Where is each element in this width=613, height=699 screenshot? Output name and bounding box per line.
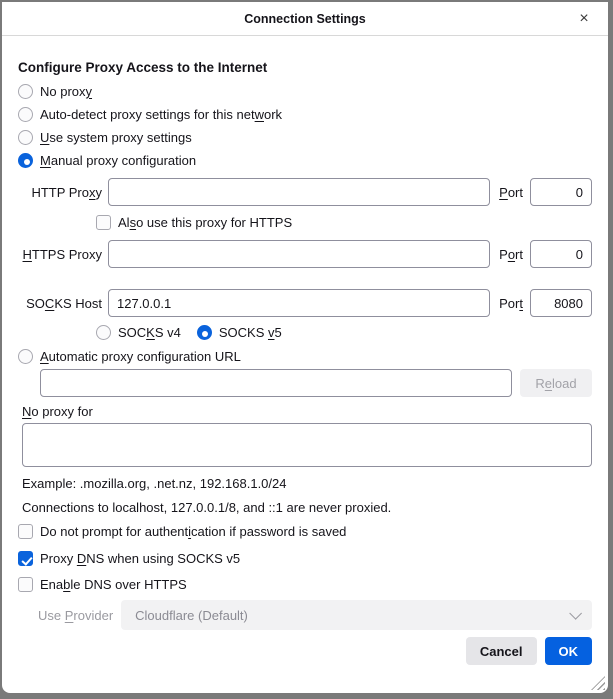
dialog-titlebar[interactable] [2, 2, 608, 36]
text-fragment: ork [264, 107, 283, 122]
doh-label [40, 577, 187, 592]
page-title: Configure Proxy Access to the Internet [18, 60, 268, 75]
radio-icon-autodetect[interactable] [18, 107, 33, 122]
text-fragment: HTTP Pro [31, 184, 89, 200]
close-icon[interactable]: × [579, 10, 589, 27]
radio-label-autodetect [40, 107, 282, 122]
radio-row-autodetect[interactable] [18, 107, 592, 122]
radio-icon-auto-url[interactable] [18, 349, 33, 364]
text-fragment: S v4 [154, 325, 181, 340]
text-fragment: Por [499, 295, 520, 311]
http-proxy-input[interactable] [108, 178, 490, 206]
connection-settings-dialog [2, 2, 608, 693]
radio-label-no-proxy [40, 84, 92, 99]
provider-select[interactable] [121, 600, 592, 630]
text-fragment: Do not prompt for authent [40, 524, 189, 539]
radio-label-socks-v5 [219, 325, 282, 340]
radio-row-system-proxy[interactable] [18, 130, 592, 145]
chevron-down-icon [569, 607, 582, 620]
auto-url-row [40, 369, 592, 397]
radio-icon-no-proxy[interactable] [18, 84, 33, 99]
http-port-input[interactable] [530, 178, 592, 206]
checkbox-row-proxy-dns[interactable] [18, 551, 592, 566]
http-port-label [490, 185, 530, 200]
radio-row-socks-v5[interactable] [197, 325, 282, 340]
text-fragment: cation if password is saved [191, 524, 347, 539]
text-fragment: b [63, 577, 71, 592]
text-fragment: rovider [73, 607, 114, 623]
text-fragment: o use this proxy for HTTPS [136, 215, 293, 230]
text-fragment: No prox [40, 84, 86, 99]
text-fragment: SO [26, 295, 45, 311]
https-proxy-label [18, 247, 108, 262]
doh-checkbox[interactable] [18, 577, 33, 592]
text-fragment: Use [38, 607, 65, 623]
text-fragment: P [499, 246, 508, 262]
radio-icon-system-proxy[interactable] [18, 130, 33, 145]
radio-row-no-proxy[interactable] [18, 84, 592, 99]
auth-prompt-label [40, 524, 346, 539]
text-fragment: Proxy [40, 551, 77, 566]
text-fragment: rt [515, 246, 523, 262]
radio-row-manual-proxy[interactable] [18, 153, 592, 168]
text-fragment: utomatic proxy configuration URL [48, 349, 241, 364]
text-fragment: P [64, 607, 74, 623]
http-proxy-label [18, 185, 108, 200]
text-fragment: v [267, 325, 275, 340]
text-fragment: TTPS Proxy [31, 246, 102, 262]
also-https-checkbox-row[interactable] [96, 215, 592, 230]
proxy-dns-checkbox[interactable] [18, 551, 33, 566]
cancel-button[interactable]: Cancel [466, 637, 537, 665]
dialog-content [2, 60, 608, 665]
auth-prompt-checkbox[interactable] [18, 524, 33, 539]
text-fragment: KS Host [54, 295, 102, 311]
text-fragment: Auto-detect proxy settings for this net [40, 107, 255, 122]
text-fragment: x [89, 184, 96, 200]
text-fragment: K [146, 325, 155, 340]
radio-label-manual-proxy [40, 153, 196, 168]
radio-row-auto-url[interactable] [18, 349, 592, 364]
https-proxy-input[interactable] [108, 240, 490, 268]
text-fragment: y [95, 184, 102, 200]
socks-host-label [18, 296, 108, 311]
auto-url-input[interactable] [40, 369, 512, 397]
also-https-label [118, 215, 292, 230]
text-fragment: se system proxy settings [49, 130, 192, 145]
text-fragment: t [519, 295, 523, 311]
socks-port-input[interactable] [530, 289, 592, 317]
provider-selected-value: Cloudflare (Default) [135, 607, 248, 623]
text-fragment: R [535, 375, 545, 391]
text-fragment: i [188, 524, 192, 539]
checkbox-row-auth-prompt[interactable] [18, 524, 592, 539]
text-fragment: C [44, 295, 55, 311]
text-fragment: NS when using SOCKS v5 [86, 551, 241, 566]
footer-buttons [18, 637, 592, 665]
text-fragment: anual proxy configuration [50, 153, 197, 168]
text-fragment: Ena [40, 577, 64, 592]
https-port-label [490, 247, 530, 262]
localhost-note: Connections to localhost, 127.0.0.1/8, and ::1 are never proxied. [22, 500, 392, 515]
provider-row [18, 600, 592, 630]
radio-label-auto-url [40, 349, 241, 364]
reload-button[interactable] [520, 369, 592, 397]
text-fragment: M [40, 153, 51, 168]
text-fragment: SOC [118, 325, 147, 340]
text-fragment: A [40, 349, 49, 364]
radio-icon-socks-v4[interactable] [96, 325, 111, 340]
provider-label [38, 608, 113, 623]
text-fragment: le DNS over HTTPS [70, 577, 187, 592]
http-proxy-row [18, 178, 592, 206]
https-proxy-row [18, 240, 592, 268]
no-proxy-for-textarea[interactable] [22, 423, 592, 467]
text-fragment: y [85, 84, 93, 99]
socks-host-input[interactable] [108, 289, 490, 317]
text-fragment: 5 [274, 325, 282, 340]
text-fragment: P [499, 184, 508, 200]
socks-port-label [490, 296, 530, 311]
text-fragment: w [254, 107, 264, 122]
text-fragment: ort [507, 184, 523, 200]
socks-version-row [96, 325, 592, 340]
text-fragment: N [22, 404, 32, 419]
https-port-input[interactable] [530, 240, 592, 268]
text-fragment: D [76, 551, 87, 566]
proxy-dns-label [40, 551, 240, 566]
text-fragment: e [544, 375, 553, 391]
also-https-checkbox[interactable] [96, 215, 111, 230]
text-fragment: o proxy for [31, 404, 93, 419]
no-proxy-for-label [22, 404, 592, 419]
dialog-title: Connection Settings [244, 11, 366, 26]
example-note: Example: .mozilla.org, .net.nz, 192.168.1.0/24 [22, 476, 287, 491]
text-fragment: U [40, 130, 50, 145]
socks-host-row [18, 289, 592, 317]
radio-icon-socks-v5[interactable] [197, 325, 212, 340]
ok-button[interactable]: OK [545, 637, 593, 665]
text-fragment: Al [118, 215, 130, 230]
text-fragment: H [22, 246, 32, 262]
text-fragment: SOCKS [218, 325, 268, 340]
resize-grip[interactable] [591, 676, 605, 690]
text-fragment: s [129, 215, 137, 230]
radio-icon-manual-proxy[interactable] [18, 153, 33, 168]
text-fragment: load [552, 375, 577, 391]
radio-label-socks-v4 [118, 325, 181, 340]
radio-label-system-proxy [40, 130, 192, 145]
radio-row-socks-v4[interactable] [96, 325, 181, 340]
text-fragment: o [507, 246, 516, 262]
checkbox-row-doh[interactable] [18, 577, 592, 592]
